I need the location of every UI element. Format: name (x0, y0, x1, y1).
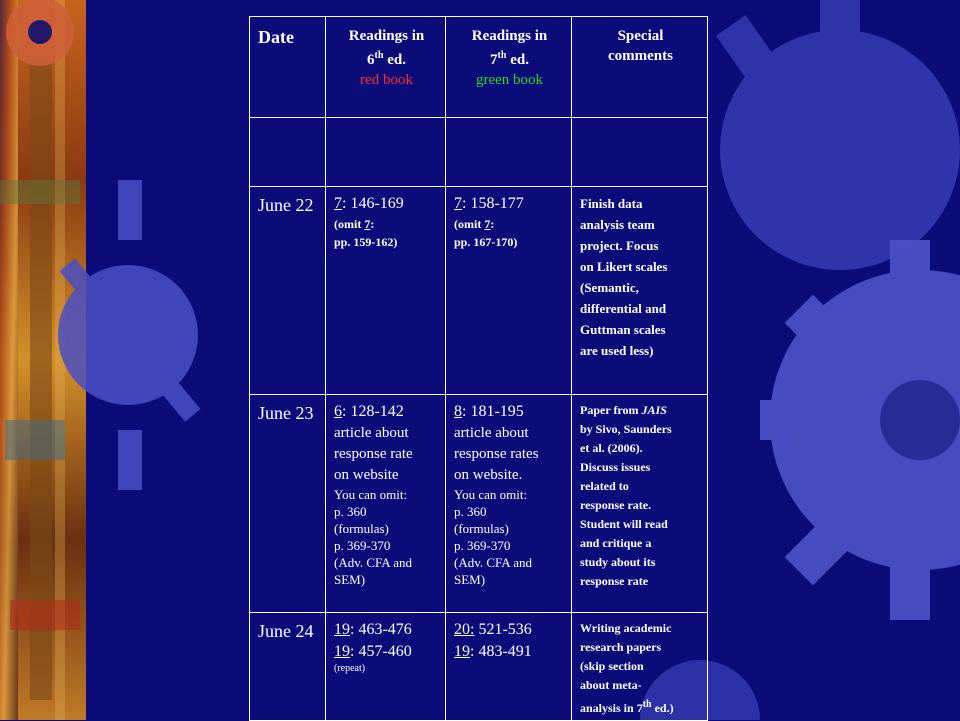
date-cell: June 24 (250, 613, 326, 721)
reading-line: on website (334, 467, 399, 483)
comment-line: Writing academic (580, 621, 672, 635)
header-readings-7th-ed: ed. (506, 52, 529, 68)
header-comments-line2: comments (608, 48, 673, 64)
comment-prefix: Paper from (580, 403, 642, 417)
comment-line: about meta- (580, 678, 642, 692)
reading-line: response rate (334, 446, 413, 462)
table-row-june-22 (250, 187, 708, 395)
omit-label: (omit (454, 217, 485, 231)
header-readings-6th (326, 17, 446, 118)
comment-line: on Likert scales (580, 259, 668, 274)
chapter-ref: 7 (454, 195, 462, 212)
page-range: : 158-177 (462, 195, 524, 212)
page-range: : 146-169 (342, 195, 404, 212)
readings-6th-cell (326, 395, 446, 613)
gear-top-left-icon (6, 0, 74, 66)
page-range: : 483-491 (470, 643, 532, 660)
omit-label: (omit (334, 217, 365, 231)
chapter-ref: 8 (454, 403, 462, 420)
header-readings-7th (446, 17, 572, 118)
empty-cell (250, 118, 326, 187)
empty-cell (326, 118, 446, 187)
omit-line: p. 360 (454, 504, 487, 519)
omit-chapter: 7 (364, 217, 371, 231)
comment-line: Student will read (580, 517, 668, 531)
omit-line: (Adv. CFA and (334, 555, 412, 570)
chapter-ref: 19 (454, 643, 470, 660)
readings-7th-cell (446, 613, 572, 721)
omit-line: SEM) (334, 572, 366, 587)
omit-line: You can omit: (454, 487, 528, 502)
omit-line: p. 369-370 (454, 538, 511, 553)
empty-row (250, 118, 708, 187)
header-green-book: green book (475, 72, 544, 88)
omit-line: p. 360 (334, 504, 367, 519)
repeat-note: (repeat) (334, 663, 366, 674)
date-cell: June 22 (250, 187, 326, 395)
comment-line: by Sivo, Saunders (580, 422, 672, 436)
comments-cell (572, 613, 708, 721)
omit-line: SEM) (454, 572, 486, 587)
empty-cell (572, 118, 708, 187)
comment-line: differential and (580, 301, 667, 316)
comment-line: Discuss issues (580, 460, 651, 474)
page-range: 521-536 (474, 621, 532, 638)
comment-line: study about its (580, 555, 656, 569)
date-cell: June 23 (250, 395, 326, 613)
header-readings-6th-title: Readings in (348, 28, 425, 44)
header-comments-line1: Special (617, 28, 664, 44)
schedule-table (249, 16, 708, 721)
header-readings-6th-edition: 6 (367, 52, 375, 68)
comment-line: (skip section (580, 659, 644, 673)
comment-last-post: ed.) (651, 701, 674, 715)
page-range: : 457-460 (350, 643, 412, 660)
omit-line: (formulas) (454, 521, 509, 536)
header-readings-6th-ed: ed. (383, 52, 406, 68)
comment-line: Finish data (580, 196, 643, 211)
readings-6th-cell (326, 187, 446, 395)
readings-7th-cell (446, 395, 572, 613)
comment-line: are used less) (580, 343, 654, 358)
comment-last-pre: analysis in 7 (580, 701, 643, 715)
header-special-comments (572, 17, 708, 118)
comment-line: response rate (580, 574, 649, 588)
reading-line: article about (334, 425, 409, 441)
page-range: : 463-476 (350, 621, 412, 638)
readings-6th-cell (326, 613, 446, 721)
header-date: Date (250, 17, 326, 118)
comment-line: et al. (2006). (580, 441, 643, 455)
header-readings-7th-edition: 7 (490, 52, 498, 68)
chapter-ref: 20: (454, 621, 475, 638)
reading-line: article about (454, 425, 529, 441)
header-row (250, 17, 708, 118)
comments-cell (572, 395, 708, 613)
header-readings-6th-sup: th (374, 50, 384, 61)
omit-line: You can omit: (334, 487, 408, 502)
comment-line: project. Focus (580, 238, 659, 253)
comment-last-sup: th (642, 699, 652, 710)
header-readings-7th-sup: th (497, 50, 507, 61)
header-readings-7th-title: Readings in (471, 28, 548, 44)
comment-line: (Semantic, (580, 280, 639, 295)
chapter-ref: 19 (334, 643, 350, 660)
omit-colon: : (490, 217, 495, 231)
comment-line: response rate. (580, 498, 652, 512)
omit-chapter: 7 (484, 217, 491, 231)
header-red-book: red book (360, 72, 413, 88)
empty-cell (446, 118, 572, 187)
chapter-ref: 6 (334, 403, 342, 420)
chapter-ref: 7 (334, 195, 342, 212)
omit-line: p. 369-370 (334, 538, 391, 553)
omit-line: (formulas) (334, 521, 389, 536)
comment-line: related to (580, 479, 629, 493)
table-row-june-23 (250, 395, 708, 613)
omit-pages: pp. 167-170) (454, 235, 518, 249)
page-range: : 128-142 (342, 403, 404, 420)
reading-line: on website. (454, 467, 523, 483)
comments-cell (572, 187, 708, 395)
comment-line: analysis team (580, 217, 655, 232)
chapter-ref: 19 (334, 621, 350, 638)
omit-pages: pp. 159-162) (334, 235, 398, 249)
page-range: : 181-195 (462, 403, 524, 420)
comment-line: Guttman scales (580, 322, 666, 337)
omit-colon: : (370, 217, 375, 231)
readings-7th-cell (446, 187, 572, 395)
reading-line: response rates (454, 446, 539, 462)
comment-line: and critique a (580, 536, 652, 550)
table-row-june-24 (250, 613, 708, 721)
omit-line: (Adv. CFA and (454, 555, 532, 570)
comment-line: research papers (580, 640, 662, 654)
journal-name: JAIS (641, 403, 667, 417)
